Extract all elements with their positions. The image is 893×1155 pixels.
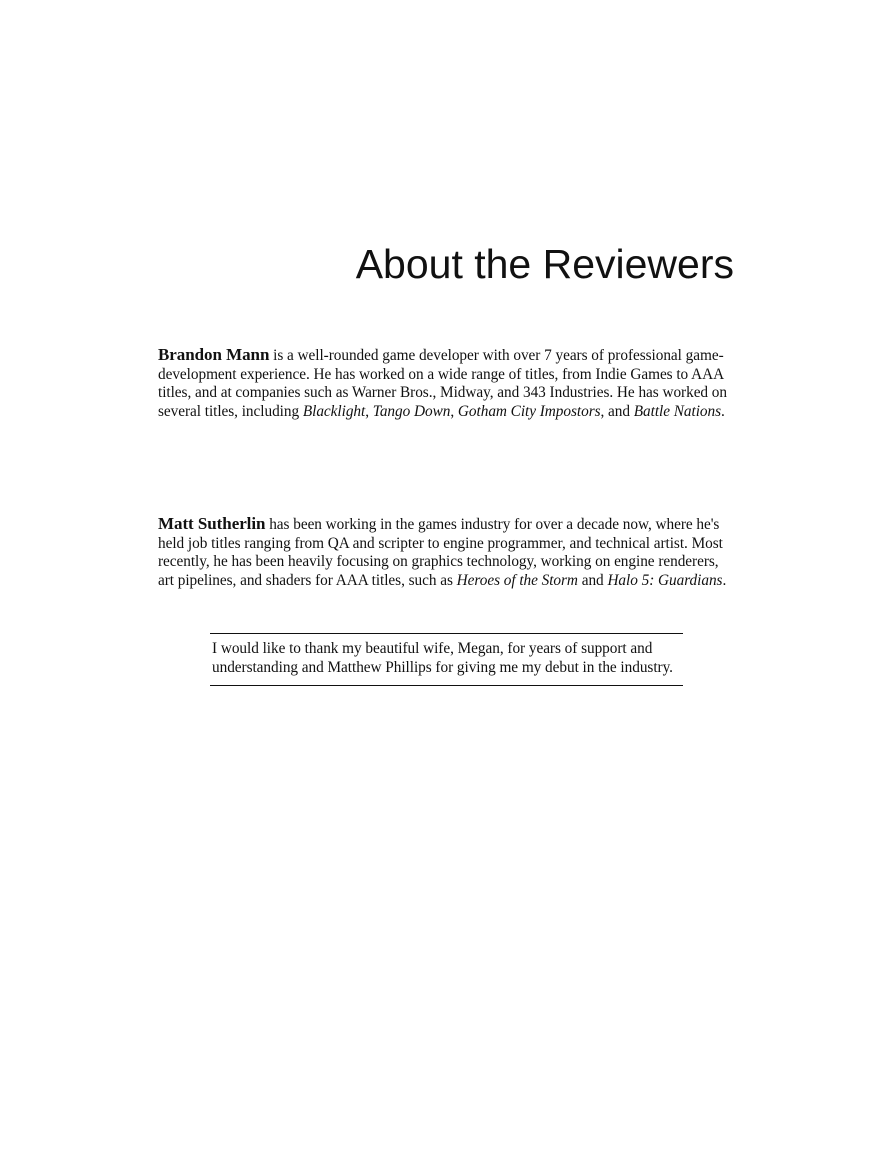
bio-text: has been working in the games industry for over a decade now, where he's held job titles ranging from QA and scripter to engine programmer, and technical artist. Most recently, he has been heavily focusing on graphics technology, working on engine renderers, art pipelines, and shaders for AAA titles, such as	[158, 516, 723, 589]
game-title: Gotham City Impostors	[457, 402, 601, 420]
game-title: Battle Nations	[633, 402, 722, 420]
bio-text: is a well-rounded game developer with over 7 years of professional game-development experience. He has worked on a wide range of titles, from Indie Games to AAA titles, and at companies such as Warner Bros., Midway, and 343 Industries. He has worked on several titles, including	[158, 347, 728, 420]
page-title: About the Reviewers	[355, 241, 734, 287]
bio-separator: ,	[450, 402, 458, 420]
acknowledgement-box	[210, 633, 683, 686]
bio-separator: , and	[600, 402, 634, 420]
game-title: Tango Down	[372, 402, 451, 420]
bio-separator: and	[577, 571, 608, 589]
acknowledgement-text: I would like to thank my beautiful wife, Megan, for years of support and understanding and Matthew Phillips for giving me my debut in the industry.	[212, 640, 673, 676]
reviewer-bio-brandon-mann	[158, 346, 734, 421]
game-title: Heroes of the Storm	[456, 571, 578, 589]
bio-separator: ,	[365, 402, 373, 420]
reviewer-name: Matt Sutherlin	[158, 514, 266, 533]
reviewer-name: Brandon Mann	[158, 345, 270, 364]
reviewer-bio-matt-sutherlin	[158, 515, 734, 590]
game-title: Halo 5: Guardians	[607, 571, 723, 589]
bio-end: .	[721, 402, 725, 420]
bio-end: .	[722, 571, 727, 589]
game-title: Blacklight	[302, 402, 366, 420]
